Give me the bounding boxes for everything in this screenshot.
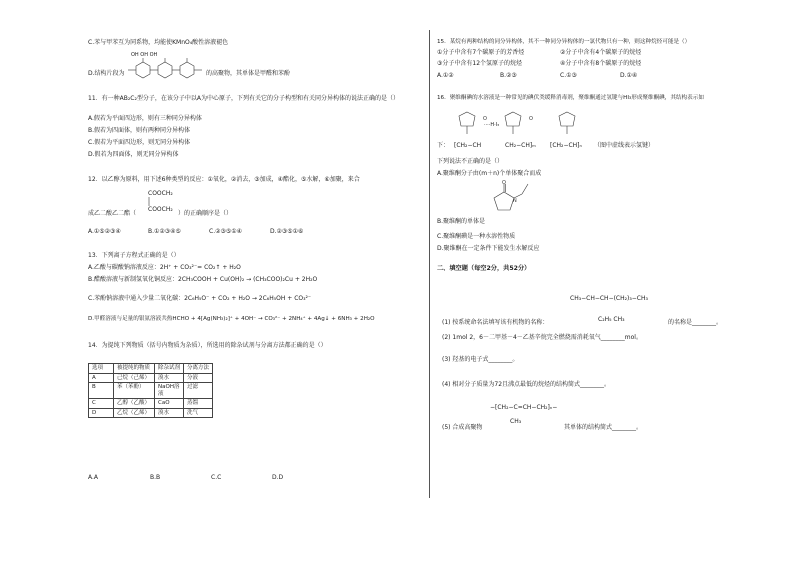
q16-option-a: A.聚维酮分子由(m＋n)个单体聚合而成 — [437, 170, 542, 177]
q17-part1-suffix: 的名称是________。 — [668, 319, 723, 326]
q10-option-d-suffix: 的高聚物，其单体是甲醛和苯酚 — [206, 70, 291, 77]
q16-xia: 下： — [437, 142, 450, 149]
q11-option-d: D.假若为四面体，则无同分异构体 — [88, 151, 179, 158]
q12-struct-top: COOCH₂ — [148, 190, 173, 197]
q16-stem: 16．聚维酮碘的水溶液是一种常见的碘伏类缓释消毒剂，聚维酮通过氢键与HI₃形成聚维酮碘，其结构表示如 — [437, 95, 704, 101]
q10-option-c: C.苯与甲苯互为同系物，均能使KMnO₄酸性溶液褪色 — [88, 39, 229, 46]
cell: 溴水 — [155, 373, 184, 383]
q14-option-c: C.C — [211, 474, 222, 481]
table-row — [89, 383, 213, 399]
vinylpyrrolidone-structure — [488, 180, 548, 224]
q12-option-a: A.①⑤②③④ — [88, 228, 121, 235]
table-row — [89, 373, 213, 383]
q15-option-d: D.①④ — [620, 72, 638, 79]
header-option: 选项 — [89, 364, 114, 374]
q17-structure-branches: C₂H₅ CH₃ — [598, 316, 625, 323]
table-header-row — [89, 364, 213, 374]
q10-option-d-prefix: D.结构片段为 — [88, 70, 125, 77]
q17-structure: CH₃−CH−CH−(CH₂)₃−CH₃ — [570, 295, 648, 302]
q14-option-a: A.A — [88, 474, 99, 481]
q15-option-c: C.①③ — [560, 72, 577, 79]
q17-part3: (3) 羟基的电子式________。 — [442, 356, 519, 363]
cell: C — [89, 399, 114, 409]
q17-part5-prefix: (5) 合成高聚物 — [442, 424, 483, 431]
q12-option-c: C.②③⑤①④ — [209, 228, 242, 235]
cell: CaO — [155, 399, 184, 409]
cell: B — [89, 383, 114, 399]
q15-item-2: ②分子中含有4个碳原子的烷烃 — [560, 49, 642, 56]
cell: 分液 — [184, 373, 213, 383]
q15-item-1: ①分子中含有7个碳原子的芳香烃 — [437, 49, 525, 56]
q15-option-b: B.②③ — [500, 72, 517, 79]
svg-text:O: O — [483, 116, 487, 122]
q11-stem: 11．有一种AB₂C₂型分子，在该分子中以A为中心原子，下列有关它的分子构型和有关同分异构体的说法正确的是（） — [88, 95, 399, 102]
q14-stem: 14．为提纯下列物质（括号内物质为杂质），所选用的除杂试剂与分离方法都正确的是（） — [88, 342, 327, 349]
cell: 过滤 — [184, 383, 213, 399]
q12-struct-bottom: COOCH₂ — [148, 206, 173, 213]
svg-text:O: O — [529, 116, 533, 122]
cell: 洗气 — [184, 408, 213, 418]
cell: NaOH溶液 — [155, 383, 184, 399]
cell: A — [89, 373, 114, 383]
q11-option-a: A.假若为平面四边形，则有三种同分异构体 — [88, 115, 202, 122]
q16-poly-mid: CH₂−CH]ₘ — [505, 142, 536, 149]
q15-item-3: ③分子中含有12个氢原子的烷烃 — [437, 60, 523, 67]
povidone-iodine-rings — [455, 108, 595, 138]
q17-part4: (4) 相对分子质量为72且沸点最低的烷烃的结构简式________。 — [442, 381, 611, 388]
q13-option-b: B.醋酸溶液与新制氢氧化铜反应：2CH₃COOH + Cu(OH)₂ → (CH₃COO)₂Cu + 2H₂O — [88, 276, 318, 283]
svg-text:N: N — [513, 198, 517, 204]
cell: 乙醇（乙酸） — [114, 399, 155, 409]
q12-struct-bond — [147, 197, 151, 207]
q15-stem: 15．某烷有两种结构的同分异构体，其不一种同分异构体的一氯代物只有一种，则这种烷烃可能是（） — [437, 39, 691, 45]
q16-option-b: B.聚维酮的单体是 — [437, 218, 486, 225]
q13-option-c: C.苯酚钠溶液中通入少量二氧化碳：2C₆H₅O⁻ + CO₂ + H₂O → 2C₆H₅OH + CO₃²⁻ — [88, 295, 312, 302]
q17-part5-structure-branch: CH₃ — [510, 418, 522, 425]
column-divider — [429, 30, 430, 498]
header-method: 分离方法 — [184, 364, 213, 374]
phenolic-resin-structure — [123, 58, 205, 84]
q14-option-b: B.B — [150, 474, 161, 481]
q16-hydrogen-bond: ····H·I₃ — [484, 122, 500, 128]
header-reagent: 除杂试剂 — [155, 364, 184, 374]
cell: 蒸馏 — [184, 399, 213, 409]
q16-option-d: D.聚维酮在一定条件下能发生水解反应 — [437, 245, 540, 252]
q17-part5-structure: −[CH₂−C=CH−CH₂]ₙ− — [490, 404, 558, 411]
q17-part5-suffix: 其单体的结构简式________。 — [564, 424, 643, 431]
header-substance: 被提纯的物质 — [114, 364, 155, 374]
q12-option-b: B.①②③④⑤ — [148, 228, 181, 235]
q13-option-a: A.乙酸与碳酸钠溶液反应：2H⁺ + CO₃²⁻= CO₂↑ + H₂O — [88, 264, 241, 271]
q16-option-c: C.聚维酮碘是一种水溶性物质 — [437, 233, 516, 240]
svg-text:O: O — [502, 180, 506, 186]
q16-poly-left: [CH₂−CH — [454, 142, 482, 149]
cell: 溴水 — [155, 408, 184, 418]
q12-line2-suffix: ）的正确顺序是（） — [178, 210, 233, 217]
q16-poly-right: [CH₂−CH]ₙ — [550, 142, 582, 149]
q13-option-d: D.甲醛溶液与足量的银氨溶液共热HCHO + 4[Ag(NH₃)₂]⁺ + 4OH⁻ → CO₃²⁻ + 2NH₄⁺ + 4Ag↓ + 6NH₃ + 2H₂O — [88, 316, 375, 322]
section-2-heading: 二、填空题（每空2分，共52分） — [437, 265, 531, 272]
q15-item-4: ④分子中含有8个碳原子的烷烃 — [560, 60, 642, 67]
cell: 己烷（己烯） — [114, 373, 155, 383]
cell: 乙烷（乙烯） — [114, 408, 155, 418]
q14-table — [88, 363, 213, 418]
q12-line2-prefix: 成乙二酸乙二酯（ — [88, 210, 137, 217]
q17-part1-prefix: (1) 按系统命名法填写该有机物的名称： — [442, 319, 549, 326]
table-row — [89, 399, 213, 409]
q14-option-d: D.D — [272, 474, 284, 481]
q11-option-b: B.假若为四面体，则有两种同分异构体 — [88, 127, 191, 134]
q11-option-c: C.假若为平面四边形，则无同分异构体 — [88, 139, 191, 146]
q12-option-d: D.②③⑤①⑥ — [270, 228, 304, 235]
cell: D — [89, 408, 114, 418]
q16-note: （图中虚线表示氢键） — [594, 142, 655, 149]
table-row — [89, 408, 213, 418]
q16-sub: 下列说法不正确的是（） — [437, 158, 504, 165]
q13-stem: 13．下列离子方程式正确的是（） — [88, 252, 180, 259]
q10-d-oh-labels: OH OH OH — [131, 52, 158, 58]
q12-stem: 12．以乙醇为原料，用下述6种类型的反应：①氧化，②消去，③加成，④酯化，⑤水解，⑥加聚，来合 — [88, 176, 360, 183]
cell: 苯（苯酚） — [114, 383, 155, 399]
q17-part2: (2) 1mol 2，6－二甲基－4－乙基辛烷完全燃烧需消耗氧气________mol。 — [442, 334, 642, 341]
q15-option-a: A.①② — [437, 72, 454, 79]
